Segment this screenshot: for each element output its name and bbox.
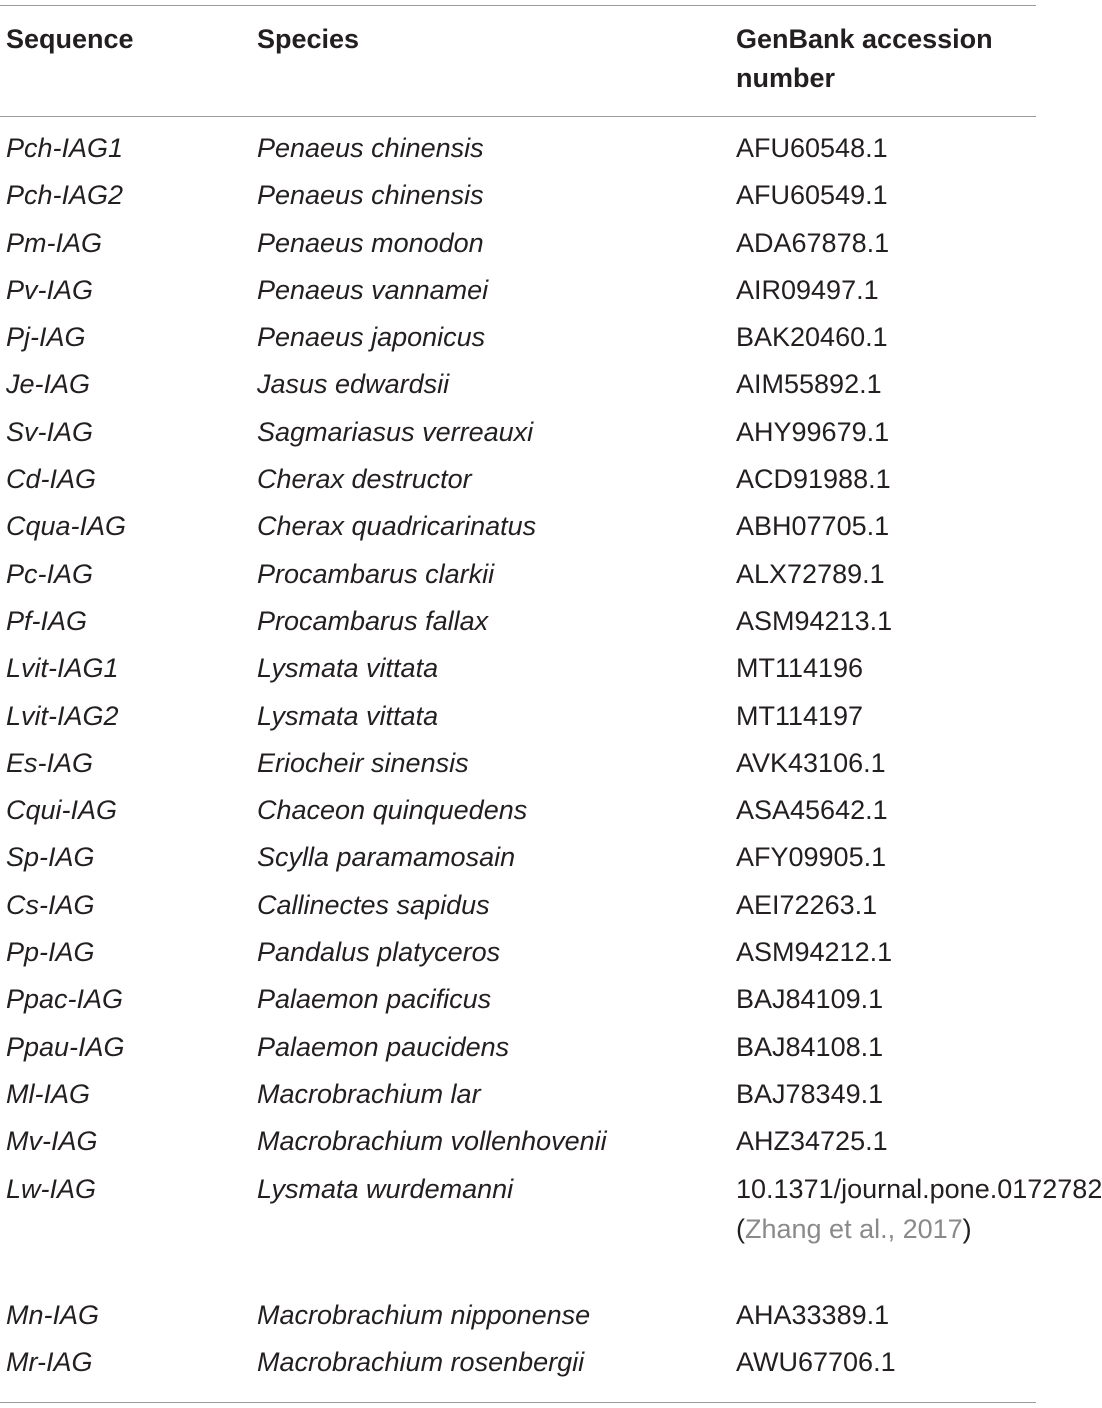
cell-accession: AEI72263.1 xyxy=(736,889,878,920)
cell-accession: AHA33389.1 xyxy=(736,1299,890,1330)
cell-sequence: Pf-IAG xyxy=(6,605,88,636)
cell-accession: AFU60548.1 xyxy=(736,133,888,163)
cell-species: Cherax quadricarinatus xyxy=(257,511,537,542)
table-row xyxy=(0,1121,1040,1168)
cell-accession: MT114196 xyxy=(736,653,864,684)
cell-species: Procambarus clarkii xyxy=(257,558,495,589)
cell-accession: MT114197 xyxy=(736,700,864,731)
cell-accession: ASM94213.1 xyxy=(736,605,893,636)
cell-accession: BAJ84109.1 xyxy=(736,984,884,1015)
table-row xyxy=(0,364,1040,411)
header-sequence: Sequence xyxy=(6,24,134,54)
table-row xyxy=(0,790,1040,837)
cell-species: Eriocheir sinensis xyxy=(257,747,469,778)
citation-link[interactable]: Zhang et al., 2017 xyxy=(745,1213,963,1244)
cell-species: Chaceon quinquedens xyxy=(257,795,528,826)
cell-accession: BAK20460.1 xyxy=(736,322,888,353)
cell-sequence: Je-IAG xyxy=(6,369,91,400)
cell-accession xyxy=(736,1169,1102,1249)
cell-sequence: Ml-IAG xyxy=(6,1078,90,1109)
table-row xyxy=(0,270,1040,317)
cell-accession: ABH07705.1 xyxy=(736,511,890,542)
cell-sequence: Es-IAG xyxy=(6,747,94,778)
cell-sequence: Pch-IAG2 xyxy=(6,180,124,211)
table-row xyxy=(0,554,1040,601)
table-row xyxy=(0,1074,1040,1121)
table-row xyxy=(0,1027,1040,1074)
cell-sequence: Cqui-IAG xyxy=(6,795,118,826)
cell-sequence: Pp-IAG xyxy=(6,937,95,968)
accession-close: ) xyxy=(962,1213,972,1244)
cell-accession: ASM94212.1 xyxy=(736,937,893,968)
table-top-rule xyxy=(0,5,1036,6)
cell-sequence: Pj-IAG xyxy=(6,322,86,353)
table-row xyxy=(0,412,1040,459)
table-header-rule xyxy=(0,116,1036,117)
cell-species: Cherax destructor xyxy=(257,464,472,495)
table-row xyxy=(0,175,1040,222)
cell-species: Palaemon paucidens xyxy=(257,1031,510,1062)
table-row xyxy=(0,601,1040,648)
table-row xyxy=(0,743,1040,790)
cell-accession: BAJ78349.1 xyxy=(736,1078,884,1109)
header-species: Species xyxy=(257,24,360,54)
cell-sequence: Ppau-IAG xyxy=(6,1031,125,1062)
cell-species: Jasus edwardsii xyxy=(257,369,450,400)
table-row xyxy=(0,885,1040,932)
cell-species: Penaeus monodon xyxy=(257,227,484,258)
cell-sequence: Ppac-IAG xyxy=(6,984,124,1015)
cell-sequence: Mv-IAG xyxy=(6,1126,98,1157)
table-row xyxy=(0,128,1040,175)
cell-accession: ASA45642.1 xyxy=(736,795,888,826)
accession-text: 10.1371/journal.pone.0172782 ( xyxy=(736,1173,1102,1244)
cell-sequence: Lvit-IAG2 xyxy=(6,700,119,731)
cell-species: Sagmariasus verreauxi xyxy=(257,416,534,447)
cell-species: Penaeus chinensis xyxy=(257,180,484,211)
cell-species: Macrobrachium vollenhovenii xyxy=(257,1126,607,1157)
cell-species: Procambarus fallax xyxy=(257,605,489,636)
cell-sequence: Pv-IAG xyxy=(6,274,94,305)
cell-accession: AWU67706.1 xyxy=(736,1346,896,1377)
cell-species: Penaeus vannamei xyxy=(257,274,489,305)
cell-species: Macrobrachium lar xyxy=(257,1078,481,1109)
table-row xyxy=(0,223,1040,270)
cell-accession: AIM55892.1 xyxy=(736,369,882,400)
cell-sequence: Cqua-IAG xyxy=(6,511,127,542)
cell-species: Callinectes sapidus xyxy=(257,889,490,920)
table-header-row xyxy=(0,20,1040,110)
cell-accession: BAJ84108.1 xyxy=(736,1031,884,1062)
cell-accession: AIR09497.1 xyxy=(736,274,879,305)
cell-species: Scylla paramamosain xyxy=(257,842,516,873)
cell-sequence: Lw-IAG xyxy=(6,1173,97,1204)
cell-species: Pandalus platyceros xyxy=(257,937,501,968)
cell-species: Macrobrachium nipponense xyxy=(257,1299,591,1330)
cell-sequence: Cd-IAG xyxy=(6,464,97,495)
cell-sequence: Cs-IAG xyxy=(6,889,95,920)
cell-species: Palaemon pacificus xyxy=(257,984,492,1015)
cell-accession: ACD91988.1 xyxy=(736,464,891,495)
cell-sequence: Sv-IAG xyxy=(6,416,94,447)
cell-species: Lysmata vittata xyxy=(257,653,439,684)
table-body xyxy=(0,128,1102,1389)
table-row xyxy=(0,837,1040,884)
cell-species: Lysmata wurdemanni xyxy=(257,1173,514,1204)
table-row xyxy=(0,317,1040,364)
table-row xyxy=(0,648,1040,695)
cell-accession: AHZ34725.1 xyxy=(736,1126,888,1157)
cell-sequence: Pm-IAG xyxy=(6,227,103,258)
table-row xyxy=(0,1295,1040,1342)
cell-species: Penaeus japonicus xyxy=(257,322,486,353)
cell-accession: ALX72789.1 xyxy=(736,558,885,589)
cell-sequence: Lvit-IAG1 xyxy=(6,653,119,684)
cell-species: Lysmata vittata xyxy=(257,700,439,731)
cell-sequence: Pc-IAG xyxy=(6,558,94,589)
header-accession: GenBank accession number xyxy=(736,24,993,93)
cell-accession: AFY09905.1 xyxy=(736,842,887,873)
table-row xyxy=(0,459,1040,506)
table-row xyxy=(0,979,1040,1026)
table-row xyxy=(0,696,1040,743)
cell-species: Penaeus chinensis xyxy=(257,133,484,163)
table-row xyxy=(0,1169,1102,1295)
cell-accession: ADA67878.1 xyxy=(736,227,890,258)
cell-sequence: Mn-IAG xyxy=(6,1299,100,1330)
table-row xyxy=(0,1342,1040,1389)
cell-sequence: Mr-IAG xyxy=(6,1346,93,1377)
cell-sequence: Sp-IAG xyxy=(6,842,95,873)
cell-accession: AVK43106.1 xyxy=(736,747,886,778)
cell-sequence: Pch-IAG1 xyxy=(6,133,124,163)
cell-accession: AHY99679.1 xyxy=(736,416,890,447)
table-row xyxy=(0,932,1040,979)
table-bottom-rule xyxy=(0,1402,1036,1403)
table-row xyxy=(0,506,1040,553)
cell-accession: AFU60549.1 xyxy=(736,180,888,211)
cell-species: Macrobrachium rosenbergii xyxy=(257,1346,585,1377)
